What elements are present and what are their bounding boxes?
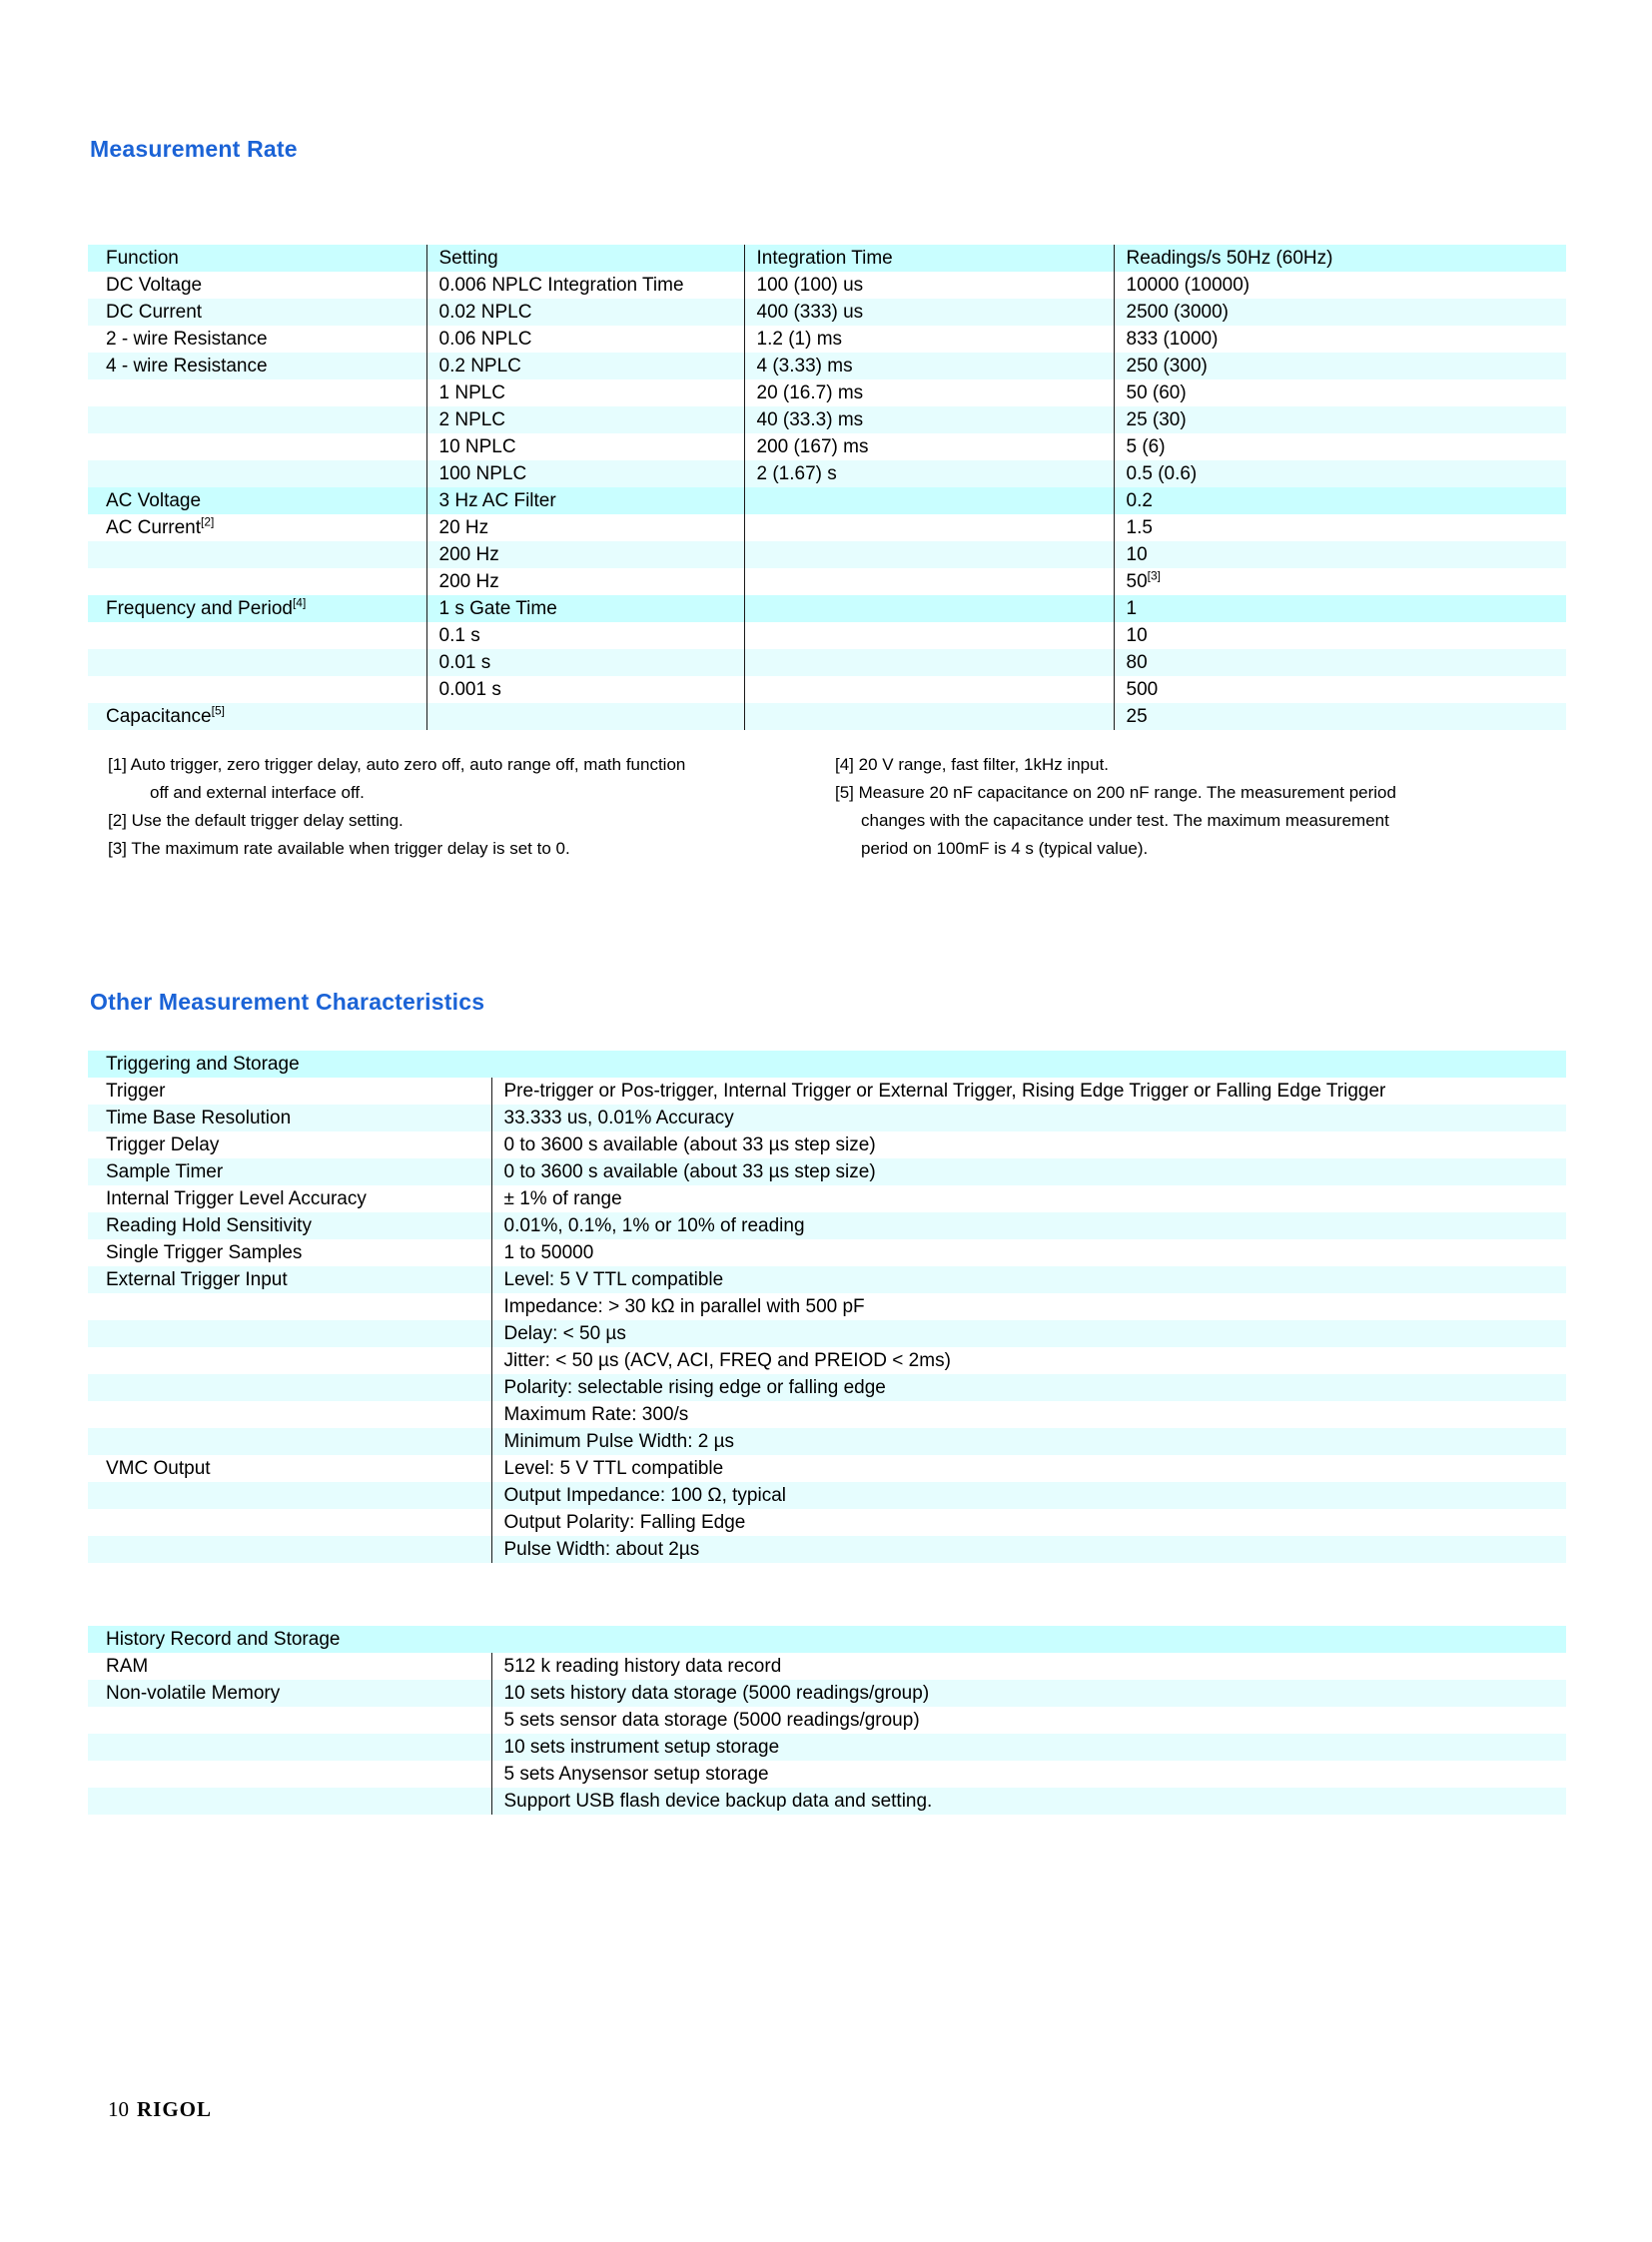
readings-cell bbox=[1114, 272, 1566, 299]
section-title-other-characteristics: Other Measurement Characteristics bbox=[90, 989, 485, 1015]
integration-text: 4 (3.33) ms bbox=[756, 355, 853, 376]
setting-cell bbox=[426, 379, 744, 406]
setting-cell bbox=[426, 568, 744, 595]
spec-value-cell bbox=[491, 1734, 1566, 1761]
column-header: Setting bbox=[426, 245, 744, 272]
spec-label-cell bbox=[88, 1761, 491, 1788]
table-row bbox=[88, 326, 1566, 353]
readings-cell bbox=[1114, 353, 1566, 379]
integration-cell bbox=[744, 622, 1114, 649]
table-row bbox=[88, 487, 1566, 514]
setting-text: 20 Hz bbox=[438, 516, 489, 538]
spec-value: 1 to 50000 bbox=[503, 1241, 594, 1263]
section-header: History Record and Storage bbox=[106, 1628, 341, 1650]
function-cell bbox=[88, 299, 426, 326]
spec-label-cell bbox=[88, 1131, 491, 1158]
spec-value-cell bbox=[491, 1761, 1566, 1788]
setting-cell bbox=[426, 406, 744, 433]
spec-value: 5 sets Anysensor setup storage bbox=[503, 1763, 769, 1785]
setting-cell bbox=[426, 541, 744, 568]
spec-label: Time Base Resolution bbox=[106, 1107, 292, 1128]
table-row bbox=[88, 595, 1566, 622]
readings-text: 833 (1000) bbox=[1126, 328, 1219, 350]
function-cell bbox=[88, 406, 426, 433]
footnote-ref: [5] bbox=[211, 703, 225, 718]
setting-text: 0.06 NPLC bbox=[438, 328, 532, 350]
spec-label-cell bbox=[88, 1788, 491, 1815]
setting-cell bbox=[426, 703, 744, 730]
function-text: 2 - wire Resistance bbox=[106, 328, 268, 350]
function-cell bbox=[88, 595, 426, 622]
function-text: AC Voltage bbox=[106, 489, 202, 511]
readings-cell bbox=[1114, 568, 1566, 595]
section-title-measurement-rate: Measurement Rate bbox=[90, 136, 298, 162]
table-row bbox=[88, 299, 1566, 326]
spec-label-cell bbox=[88, 1482, 491, 1509]
spec-value-cell bbox=[491, 1653, 1566, 1680]
spec-value: 10 sets instrument setup storage bbox=[503, 1736, 780, 1758]
readings-text: 5 (6) bbox=[1126, 435, 1166, 457]
table-row bbox=[88, 1680, 1566, 1707]
spec-value-cell bbox=[491, 1374, 1566, 1401]
page-number: 10 bbox=[108, 2097, 129, 2121]
measurement-rate-table bbox=[88, 245, 1566, 730]
integration-cell bbox=[744, 406, 1114, 433]
readings-cell bbox=[1114, 541, 1566, 568]
function-cell bbox=[88, 272, 426, 299]
readings-text: 10000 (10000) bbox=[1126, 274, 1250, 296]
readings-text: 1.5 bbox=[1126, 516, 1153, 538]
spec-label-cell bbox=[88, 1536, 491, 1563]
function-text: AC Current bbox=[106, 516, 202, 538]
setting-cell bbox=[426, 622, 744, 649]
spec-value-cell bbox=[491, 1158, 1566, 1185]
readings-text: 0.5 (0.6) bbox=[1126, 462, 1198, 484]
integration-text: 1.2 (1) ms bbox=[756, 328, 843, 350]
footnote-ref: [4] bbox=[292, 595, 307, 610]
setting-cell bbox=[426, 487, 744, 514]
integration-cell bbox=[744, 568, 1114, 595]
spec-value: 33.333 us, 0.01% Accuracy bbox=[503, 1107, 734, 1128]
footnote-line: off and external interface off. bbox=[150, 783, 365, 802]
setting-cell bbox=[426, 514, 744, 541]
setting-cell bbox=[426, 353, 744, 379]
readings-text: 50 bbox=[1126, 570, 1148, 592]
readings-cell bbox=[1114, 299, 1566, 326]
spec-value-cell bbox=[491, 1707, 1566, 1734]
spec-label-cell bbox=[88, 1105, 491, 1131]
table-row bbox=[88, 1653, 1566, 1680]
table-row bbox=[88, 1788, 1566, 1815]
spec-label: External Trigger Input bbox=[106, 1268, 288, 1290]
spec-value: Output Polarity: Falling Edge bbox=[503, 1511, 746, 1533]
integration-text: 200 (167) ms bbox=[756, 435, 869, 457]
table-header-row bbox=[88, 245, 1566, 272]
spec-label-cell bbox=[88, 1455, 491, 1482]
table-row bbox=[88, 1078, 1566, 1105]
spec-value: Level: 5 V TTL compatible bbox=[503, 1268, 724, 1290]
spec-label: Trigger bbox=[106, 1080, 166, 1102]
footnote-line: [1] Auto trigger, zero trigger delay, auto zero off, auto range off, math function bbox=[108, 755, 686, 774]
spec-value-cell bbox=[491, 1455, 1566, 1482]
function-cell bbox=[88, 541, 426, 568]
spec-value: Delay: < 50 µs bbox=[503, 1322, 626, 1344]
table-row bbox=[88, 1158, 1566, 1185]
spec-label: Single Trigger Samples bbox=[106, 1241, 303, 1263]
table-row bbox=[88, 1734, 1566, 1761]
spec-value: Polarity: selectable rising edge or falling edge bbox=[503, 1376, 886, 1398]
spec-label-cell bbox=[88, 1428, 491, 1455]
integration-cell bbox=[744, 272, 1114, 299]
table-row bbox=[88, 1455, 1566, 1482]
setting-cell bbox=[426, 299, 744, 326]
setting-text: 0.1 s bbox=[438, 624, 480, 646]
function-cell bbox=[88, 460, 426, 487]
setting-text: 100 NPLC bbox=[438, 462, 527, 484]
spec-label-cell bbox=[88, 1734, 491, 1761]
function-text: DC Voltage bbox=[106, 274, 203, 296]
setting-text: 0.001 s bbox=[438, 678, 501, 700]
integration-cell bbox=[744, 487, 1114, 514]
spec-value-cell bbox=[491, 1680, 1566, 1707]
integration-text: 400 (333) us bbox=[756, 301, 864, 323]
readings-cell bbox=[1114, 487, 1566, 514]
table-row bbox=[88, 1131, 1566, 1158]
spec-label-cell bbox=[88, 1185, 491, 1212]
table-row bbox=[88, 1212, 1566, 1239]
readings-text: 50 (60) bbox=[1126, 381, 1187, 403]
spec-value: 0 to 3600 s available (about 33 µs step size) bbox=[503, 1160, 876, 1182]
spec-value-cell bbox=[491, 1347, 1566, 1374]
setting-cell bbox=[426, 326, 744, 353]
readings-text: 10 bbox=[1126, 543, 1148, 565]
spec-value-cell bbox=[491, 1266, 1566, 1293]
setting-text: 0.02 NPLC bbox=[438, 301, 532, 323]
table-row bbox=[88, 1105, 1566, 1131]
spec-label-cell bbox=[88, 1320, 491, 1347]
spec-label-cell bbox=[88, 1707, 491, 1734]
table-row bbox=[88, 272, 1566, 299]
spec-label-cell bbox=[88, 1347, 491, 1374]
spec-value: 10 sets history data storage (5000 readings/group) bbox=[503, 1682, 930, 1704]
setting-cell bbox=[426, 272, 744, 299]
integration-cell bbox=[744, 676, 1114, 703]
table-row bbox=[88, 433, 1566, 460]
function-cell bbox=[88, 487, 426, 514]
function-text: Frequency and Period bbox=[106, 597, 293, 619]
spec-value-cell bbox=[491, 1788, 1566, 1815]
spec-value: ± 1% of range bbox=[503, 1187, 622, 1209]
readings-text: 10 bbox=[1126, 624, 1148, 646]
setting-text: 3 Hz AC Filter bbox=[438, 489, 556, 511]
table-row bbox=[88, 1536, 1566, 1563]
spec-label-cell bbox=[88, 1078, 491, 1105]
function-cell bbox=[88, 433, 426, 460]
setting-text: 1 NPLC bbox=[438, 381, 506, 403]
column-header: Readings/s 50Hz (60Hz) bbox=[1114, 245, 1566, 272]
spec-value-cell bbox=[491, 1239, 1566, 1266]
function-text: Capacitance bbox=[106, 705, 212, 727]
spec-value-cell bbox=[491, 1212, 1566, 1239]
spec-value: Support USB flash device backup data and setting. bbox=[503, 1790, 933, 1812]
table-row bbox=[88, 1320, 1566, 1347]
setting-cell bbox=[426, 433, 744, 460]
table-row bbox=[88, 1347, 1566, 1374]
readings-cell bbox=[1114, 514, 1566, 541]
readings-cell bbox=[1114, 703, 1566, 730]
function-cell bbox=[88, 514, 426, 541]
table-row bbox=[88, 568, 1566, 595]
spec-label: Non-volatile Memory bbox=[106, 1682, 281, 1704]
function-cell bbox=[88, 353, 426, 379]
setting-text: 200 Hz bbox=[438, 543, 499, 565]
readings-text: 80 bbox=[1126, 651, 1148, 673]
table-row bbox=[88, 1428, 1566, 1455]
spec-label: Reading Hold Sensitivity bbox=[106, 1214, 312, 1236]
table-row bbox=[88, 1293, 1566, 1320]
spec-value-cell bbox=[491, 1428, 1566, 1455]
setting-cell bbox=[426, 676, 744, 703]
page-footer bbox=[108, 2097, 212, 2122]
footnote-line: period on 100mF is 4 s (typical value). bbox=[861, 839, 1149, 858]
integration-text: 20 (16.7) ms bbox=[756, 381, 864, 403]
integration-text: 100 (100) us bbox=[756, 274, 864, 296]
spec-label: VMC Output bbox=[106, 1457, 211, 1479]
table-row bbox=[88, 649, 1566, 676]
table-row bbox=[88, 1374, 1566, 1401]
spec-value: Output Impedance: 100 Ω, typical bbox=[503, 1484, 786, 1506]
table-row bbox=[88, 514, 1566, 541]
integration-cell bbox=[744, 541, 1114, 568]
spec-value-cell bbox=[491, 1185, 1566, 1212]
spec-label-cell bbox=[88, 1239, 491, 1266]
spec-value: 0.01%, 0.1%, 1% or 10% of reading bbox=[503, 1214, 805, 1236]
setting-text: 0.2 NPLC bbox=[438, 355, 521, 376]
spec-label: Internal Trigger Level Accuracy bbox=[106, 1187, 367, 1209]
readings-text: 500 bbox=[1126, 678, 1159, 700]
table-row bbox=[88, 379, 1566, 406]
spec-label-cell bbox=[88, 1374, 491, 1401]
readings-cell bbox=[1114, 460, 1566, 487]
spec-label-cell bbox=[88, 1212, 491, 1239]
table-row bbox=[88, 1239, 1566, 1266]
spec-value-cell bbox=[491, 1482, 1566, 1509]
footnote-line: [3] The maximum rate available when trigger delay is set to 0. bbox=[108, 839, 570, 858]
setting-cell bbox=[426, 460, 744, 487]
readings-text: 1 bbox=[1126, 597, 1138, 619]
section-header-row bbox=[88, 1051, 1566, 1078]
setting-text: 0.01 s bbox=[438, 651, 491, 673]
readings-cell bbox=[1114, 326, 1566, 353]
table-row bbox=[88, 1482, 1566, 1509]
spec-label-cell bbox=[88, 1653, 491, 1680]
spec-value-cell bbox=[491, 1509, 1566, 1536]
integration-cell bbox=[744, 379, 1114, 406]
spec-value-cell bbox=[491, 1401, 1566, 1428]
integration-cell bbox=[744, 649, 1114, 676]
function-cell bbox=[88, 326, 426, 353]
section-header-row bbox=[88, 1626, 1566, 1653]
integration-cell bbox=[744, 433, 1114, 460]
footnote-line: changes with the capacitance under test. The maximum measurement bbox=[861, 811, 1389, 830]
spec-label-cell bbox=[88, 1293, 491, 1320]
spec-value: 0 to 3600 s available (about 33 µs step size) bbox=[503, 1133, 876, 1155]
spec-value: Level: 5 V TTL compatible bbox=[503, 1457, 724, 1479]
table-row bbox=[88, 1509, 1566, 1536]
integration-cell bbox=[744, 514, 1114, 541]
readings-cell bbox=[1114, 622, 1566, 649]
readings-cell bbox=[1114, 649, 1566, 676]
column-header: Integration Time bbox=[744, 245, 1114, 272]
function-cell bbox=[88, 379, 426, 406]
table-row bbox=[88, 676, 1566, 703]
readings-cell bbox=[1114, 379, 1566, 406]
integration-text: 40 (33.3) ms bbox=[756, 408, 864, 430]
readings-cell bbox=[1114, 676, 1566, 703]
spec-label-cell bbox=[88, 1680, 491, 1707]
function-cell bbox=[88, 622, 426, 649]
footnotes-left bbox=[108, 751, 727, 863]
spec-value-cell bbox=[491, 1131, 1566, 1158]
function-cell bbox=[88, 568, 426, 595]
footnotes-right bbox=[835, 751, 1474, 863]
footnote-line: [5] Measure 20 nF capacitance on 200 nF range. The measurement period bbox=[835, 783, 1396, 802]
readings-text: 250 (300) bbox=[1126, 355, 1208, 376]
setting-text: 2 NPLC bbox=[438, 408, 506, 430]
spec-value: 5 sets sensor data storage (5000 readings/group) bbox=[503, 1709, 920, 1731]
spec-label-cell bbox=[88, 1266, 491, 1293]
readings-cell bbox=[1114, 406, 1566, 433]
footnote-ref: [2] bbox=[201, 514, 215, 529]
footnote-line: [4] 20 V range, fast filter, 1kHz input. bbox=[835, 755, 1110, 774]
integration-cell bbox=[744, 299, 1114, 326]
spec-label-cell bbox=[88, 1509, 491, 1536]
table-row bbox=[88, 1707, 1566, 1734]
table-row bbox=[88, 1761, 1566, 1788]
readings-cell bbox=[1114, 595, 1566, 622]
setting-cell bbox=[426, 649, 744, 676]
integration-cell bbox=[744, 595, 1114, 622]
setting-cell bbox=[426, 595, 744, 622]
spec-label: RAM bbox=[106, 1655, 149, 1677]
footnote-line: [2] Use the default trigger delay setting. bbox=[108, 811, 404, 830]
spec-value-cell bbox=[491, 1078, 1566, 1105]
table-row bbox=[88, 460, 1566, 487]
function-text: 4 - wire Resistance bbox=[106, 355, 268, 376]
spec-value-cell bbox=[491, 1536, 1566, 1563]
table-row bbox=[88, 1266, 1566, 1293]
spec-value: Minimum Pulse Width: 2 µs bbox=[503, 1430, 735, 1452]
function-cell bbox=[88, 649, 426, 676]
table-row bbox=[88, 1401, 1566, 1428]
integration-cell bbox=[744, 703, 1114, 730]
setting-text: 10 NPLC bbox=[438, 435, 516, 457]
history-storage-table bbox=[88, 1626, 1566, 1815]
column-header: Function bbox=[106, 247, 179, 269]
readings-text: 2500 (3000) bbox=[1126, 301, 1229, 323]
spec-value-cell bbox=[491, 1293, 1566, 1320]
spec-label: Sample Timer bbox=[106, 1160, 224, 1182]
spec-value-cell bbox=[491, 1320, 1566, 1347]
section-header: Triggering and Storage bbox=[106, 1053, 300, 1075]
table-row bbox=[88, 703, 1566, 730]
function-cell bbox=[88, 703, 426, 730]
spec-value-cell bbox=[491, 1105, 1566, 1131]
readings-text: 25 (30) bbox=[1126, 408, 1187, 430]
spec-value: Impedance: > 30 kΩ in parallel with 500 pF bbox=[503, 1295, 865, 1317]
footnote-ref: [3] bbox=[1147, 568, 1161, 583]
setting-text: 0.006 NPLC Integration Time bbox=[438, 274, 684, 296]
table-row bbox=[88, 622, 1566, 649]
setting-text: 1 s Gate Time bbox=[438, 597, 557, 619]
function-text: DC Current bbox=[106, 301, 203, 323]
readings-text: 25 bbox=[1126, 705, 1148, 727]
triggering-storage-table bbox=[88, 1051, 1566, 1563]
spec-label-cell bbox=[88, 1401, 491, 1428]
readings-cell bbox=[1114, 433, 1566, 460]
spec-value: Maximum Rate: 300/s bbox=[503, 1403, 689, 1425]
setting-text: 200 Hz bbox=[438, 570, 499, 592]
spec-value: Pre-trigger or Pos-trigger, Internal Trigger or External Trigger, Rising Edge Trigger or Falling Edge Trigger bbox=[503, 1080, 1386, 1102]
table-row bbox=[88, 541, 1566, 568]
integration-cell bbox=[744, 460, 1114, 487]
spec-label-cell bbox=[88, 1158, 491, 1185]
spec-value: 512 k reading history data record bbox=[503, 1655, 782, 1677]
spec-value: Jitter: < 50 µs (ACV, ACI, FREQ and PREIOD < 2ms) bbox=[503, 1349, 951, 1371]
readings-text: 0.2 bbox=[1126, 489, 1153, 511]
table-row bbox=[88, 1185, 1566, 1212]
table-row bbox=[88, 353, 1566, 379]
spec-label: Trigger Delay bbox=[106, 1133, 220, 1155]
integration-cell bbox=[744, 353, 1114, 379]
function-cell bbox=[88, 676, 426, 703]
table-row bbox=[88, 406, 1566, 433]
integration-cell bbox=[744, 326, 1114, 353]
brand-logo-text: RIGOL bbox=[137, 2097, 213, 2121]
integration-text: 2 (1.67) s bbox=[756, 462, 837, 484]
spec-value: Pulse Width: about 2µs bbox=[503, 1538, 700, 1560]
